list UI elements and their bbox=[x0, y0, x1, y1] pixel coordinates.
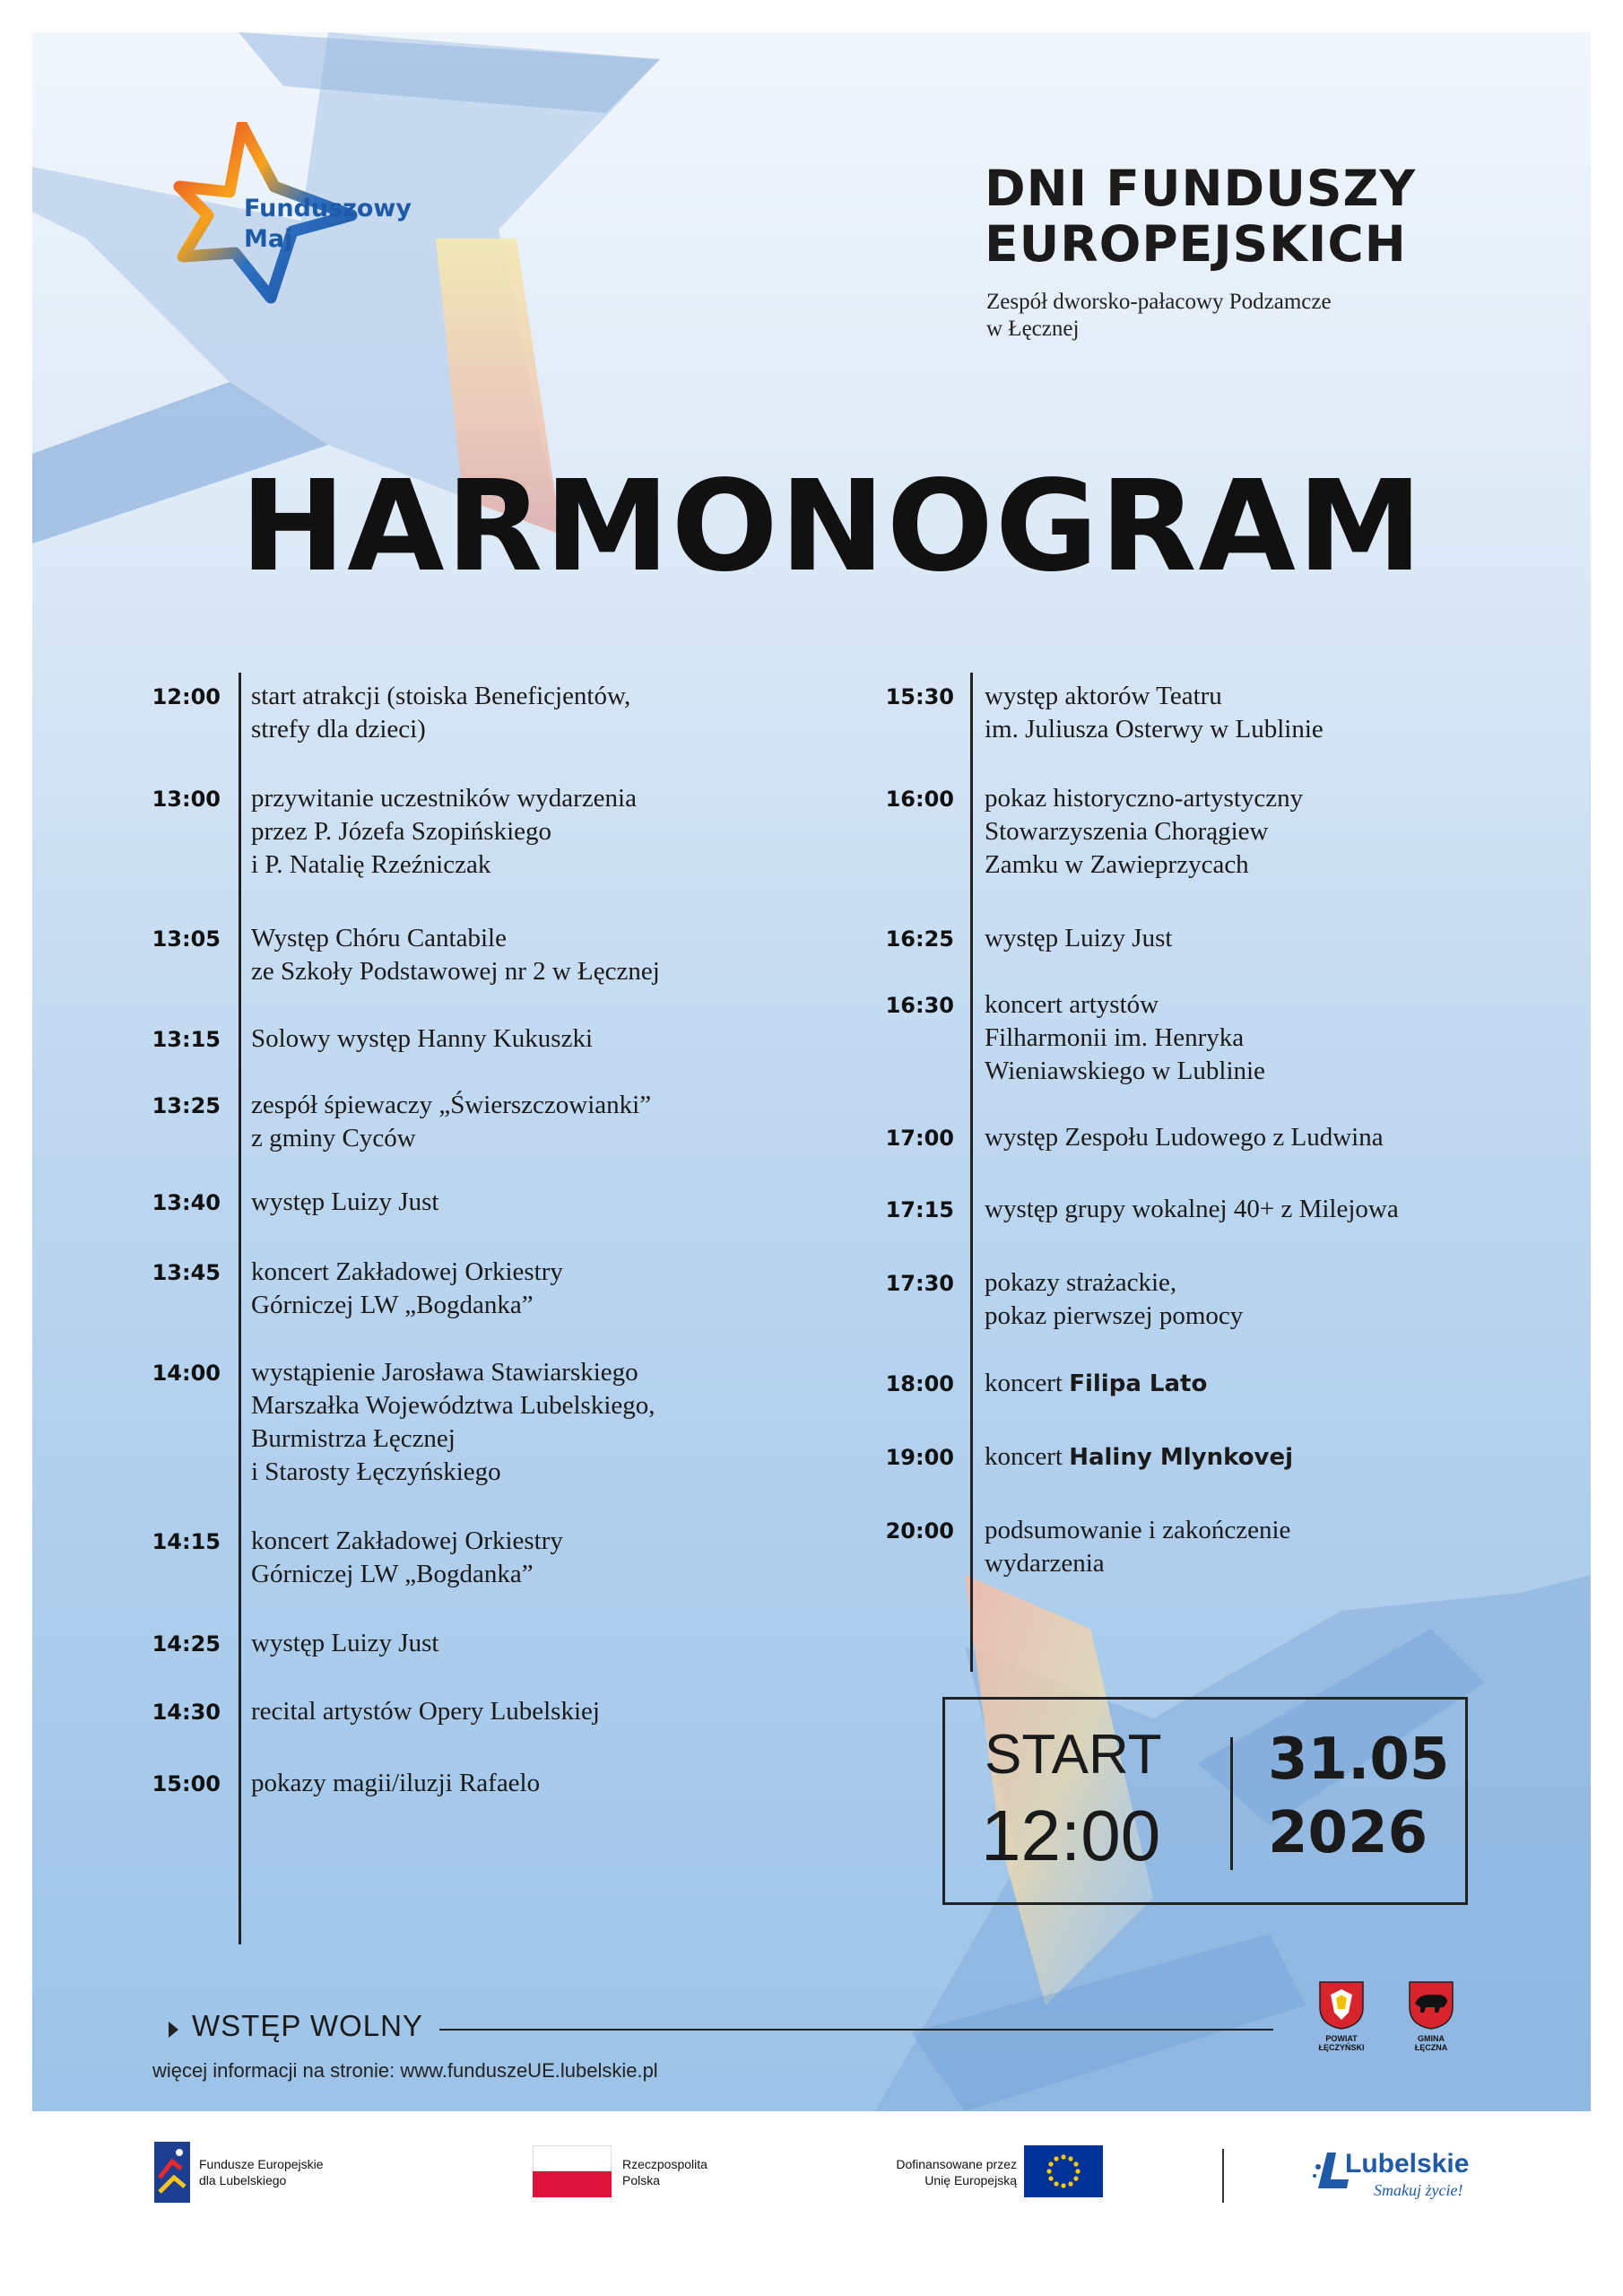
schedule-time: 17:00 bbox=[885, 1126, 954, 1151]
schedule-description-line: występ grupy wokalnej 40+ z Milejowa bbox=[985, 1195, 1399, 1223]
start-box-divider bbox=[1230, 1737, 1233, 1870]
schedule-description bbox=[985, 1266, 1243, 1333]
schedule-description-line: wydarzenia bbox=[985, 1549, 1105, 1578]
more-info-link[interactable]: więcej informacji na stronie: www.funduszeUE.lubelskie.pl bbox=[152, 2059, 658, 2082]
schedule-time: 14:00 bbox=[152, 1361, 221, 1386]
lubelskie-logo-text: Lubelskie bbox=[1345, 2149, 1470, 2179]
schedule-description-line: strefy dla dzieci) bbox=[251, 715, 426, 744]
powiat-leczynski-crest-icon bbox=[1318, 1980, 1365, 2031]
logo-line1: Funduszowy bbox=[244, 195, 412, 222]
schedule-time: 17:15 bbox=[885, 1197, 954, 1222]
schedule-description-line: Solowy występ Hanny Kukuszki bbox=[251, 1024, 594, 1053]
start-date: 31.05 bbox=[1268, 1726, 1450, 1793]
schedule-description-line: Burmistrza Łęcznej bbox=[251, 1424, 456, 1453]
schedule-time: 14:15 bbox=[152, 1529, 221, 1554]
schedule-description bbox=[251, 1256, 563, 1322]
schedule-description-line: pokaz pierwszej pomocy bbox=[985, 1301, 1244, 1330]
schedule-description bbox=[251, 1695, 600, 1728]
logo-line2: Maj bbox=[244, 225, 293, 253]
schedule-time: 20:00 bbox=[885, 1518, 954, 1544]
powiat-crest-label: POWIAT ŁĘCZYŃSKI bbox=[1318, 2034, 1365, 2052]
schedule-description-line: pokazy strażackie, bbox=[985, 1268, 1177, 1297]
schedule-description bbox=[251, 1525, 563, 1591]
lubelskie-tagline: Smakuj życie! bbox=[1374, 2181, 1463, 2199]
schedule-description-line: przez P. Józefa Szopińskiego bbox=[251, 817, 552, 846]
schedule-description-line: przywitanie uczestników wydarzenia bbox=[251, 784, 637, 813]
start-time: 12:00 bbox=[981, 1796, 1161, 1875]
schedule-description-line: występ Luizy Just bbox=[251, 1187, 439, 1216]
schedule-description-line: Górniczej LW „Bogdanka” bbox=[251, 1560, 534, 1588]
schedule-description bbox=[251, 1089, 651, 1155]
schedule-time: 13:45 bbox=[152, 1260, 221, 1285]
schedule-description bbox=[251, 1627, 438, 1660]
free-entry-divider bbox=[439, 2029, 1273, 2031]
schedule-description-line: Filharmonii im. Henryka bbox=[985, 1023, 1245, 1052]
performer-name: Haliny Mlynkovej bbox=[1069, 1444, 1294, 1471]
schedule-description bbox=[251, 1022, 593, 1056]
schedule-description bbox=[985, 1193, 1399, 1226]
schedule-description-line: występ Luizy Just bbox=[985, 924, 1173, 952]
schedule-description bbox=[985, 922, 1172, 955]
venue-text bbox=[986, 289, 1488, 343]
poster bbox=[32, 32, 1591, 2111]
schedule-time: 14:30 bbox=[152, 1700, 221, 1725]
schedule-description bbox=[985, 782, 1303, 882]
schedule-description-line: koncert Haliny Mlynkovej bbox=[985, 1442, 1294, 1471]
footer-divider bbox=[1222, 2149, 1224, 2203]
fundusze-europejskie-text: Fundusze Europejskie dla Lubelskiego bbox=[199, 2157, 324, 2187]
schedule-description-line: występ aktorów Teatru bbox=[985, 682, 1222, 710]
schedule-time: 18:00 bbox=[885, 1371, 954, 1396]
main-title: HARMONOGRAM bbox=[240, 454, 1425, 600]
schedule-description-line: start atrakcji (stoiska Beneficjentów, bbox=[251, 682, 631, 710]
schedule-description bbox=[251, 1356, 655, 1489]
schedule-description-line: pokazy magii/iluzji Rafaelo bbox=[251, 1769, 541, 1797]
schedule-description-line: zespół śpiewaczy „Świerszczowianki” bbox=[251, 1091, 652, 1119]
schedule-description-line: koncert Filipa Lato bbox=[985, 1369, 1208, 1397]
schedule-description-line: występ Luizy Just bbox=[251, 1629, 439, 1657]
schedule-description bbox=[251, 1767, 540, 1800]
schedule-description bbox=[251, 1186, 438, 1219]
schedule-description bbox=[985, 1514, 1290, 1580]
gmina-leczna-crest-icon bbox=[1408, 1980, 1454, 2031]
fundusze-europejskie-logo-icon bbox=[154, 2142, 190, 2203]
schedule-description bbox=[985, 1440, 1293, 1474]
funduszowy-maj-logo-text bbox=[244, 194, 412, 255]
start-year: 2026 bbox=[1268, 1800, 1428, 1866]
rzeczpospolita-polska-text: Rzeczpospolita Polska bbox=[622, 2157, 707, 2187]
schedule-description bbox=[985, 680, 1324, 746]
schedule-time: 13:15 bbox=[152, 1027, 221, 1052]
schedule-time: 16:30 bbox=[885, 993, 954, 1018]
left-column-divider bbox=[239, 673, 241, 1944]
schedule-time: 14:25 bbox=[152, 1631, 221, 1657]
schedule-description bbox=[985, 988, 1265, 1088]
schedule-time: 16:25 bbox=[885, 926, 954, 952]
schedule-description bbox=[985, 1121, 1384, 1154]
schedule-description-line: i P. Natalię Rzeźniczak bbox=[251, 850, 491, 879]
schedule-time: 13:00 bbox=[152, 787, 221, 812]
gmina-crest-label: GMINA ŁĘCZNA bbox=[1414, 2034, 1448, 2052]
schedule-description-line: ze Szkoły Podstawowej nr 2 w Łęcznej bbox=[251, 957, 660, 986]
schedule-description-line: podsumowanie i zakończenie bbox=[985, 1516, 1291, 1544]
schedule-description bbox=[251, 680, 630, 746]
schedule-description-line: Marszałka Województwa Lubelskiego, bbox=[251, 1391, 655, 1420]
schedule-description-line: Stowarzyszenia Chorągiew bbox=[985, 817, 1269, 846]
schedule-time: 13:25 bbox=[152, 1093, 221, 1118]
schedule-time: 17:30 bbox=[885, 1271, 954, 1296]
schedule-description-line: pokaz historyczno-artystyczny bbox=[985, 784, 1304, 813]
schedule-description-line: Górniczej LW „Bogdanka” bbox=[251, 1291, 534, 1319]
right-column-divider bbox=[970, 673, 973, 1672]
schedule-description-line: i Starosty Łęczyńskiego bbox=[251, 1457, 501, 1486]
venue-line1: Zespół dworsko-pałacowy Podzamcze bbox=[986, 290, 1332, 314]
start-label: START bbox=[985, 1724, 1162, 1786]
schedule-time: 15:00 bbox=[152, 1771, 221, 1796]
schedule-time: 15:30 bbox=[885, 684, 954, 709]
eu-flag-icon bbox=[1024, 2145, 1103, 2197]
schedule-description-line: im. Juliusza Osterwy w Lublinie bbox=[985, 715, 1324, 744]
eu-cofunding-text: Dofinansowane przez Unię Europejską bbox=[896, 2157, 1017, 2187]
schedule-description-line: Występ Chóru Cantabile bbox=[251, 924, 507, 952]
schedule-time: 13:40 bbox=[152, 1190, 221, 1215]
venue-line2: w Łęcznej bbox=[986, 317, 1080, 341]
free-entry-label: WSTĘP WOLNY bbox=[192, 2009, 423, 2042]
schedule-description-line: występ Zespołu Ludowego z Ludwina bbox=[985, 1123, 1384, 1152]
schedule-description-line: koncert artystów bbox=[985, 990, 1159, 1019]
event-title-line1: DNI FUNDUSZY bbox=[985, 160, 1417, 217]
start-box bbox=[942, 1697, 1468, 1905]
schedule-time: 12:00 bbox=[152, 684, 221, 709]
schedule-description-line: Zamku w Zawieprzycach bbox=[985, 850, 1249, 879]
schedule-description-line: Wieniawskiego w Lublinie bbox=[985, 1057, 1265, 1085]
schedule-description bbox=[251, 782, 637, 882]
schedule-time: 19:00 bbox=[885, 1445, 954, 1470]
schedule-description-line: wystąpienie Jarosława Stawiarskiego bbox=[251, 1358, 638, 1387]
poland-flag-icon bbox=[533, 2145, 612, 2197]
play-arrow-icon bbox=[169, 2022, 178, 2038]
event-title-line2: EUROPEJSKICH bbox=[985, 215, 1407, 273]
schedule-time: 16:00 bbox=[885, 787, 954, 812]
schedule-description bbox=[251, 922, 660, 988]
schedule-description bbox=[985, 1367, 1207, 1401]
schedule-description-line: recital artystów Opery Lubelskiej bbox=[251, 1697, 600, 1726]
schedule-description-line: z gminy Cyców bbox=[251, 1124, 416, 1152]
schedule-time: 13:05 bbox=[152, 926, 221, 952]
schedule-description-line: koncert Zakładowej Orkiestry bbox=[251, 1257, 563, 1286]
performer-name: Filipa Lato bbox=[1069, 1370, 1208, 1397]
schedule-description-line: koncert Zakładowej Orkiestry bbox=[251, 1526, 563, 1555]
